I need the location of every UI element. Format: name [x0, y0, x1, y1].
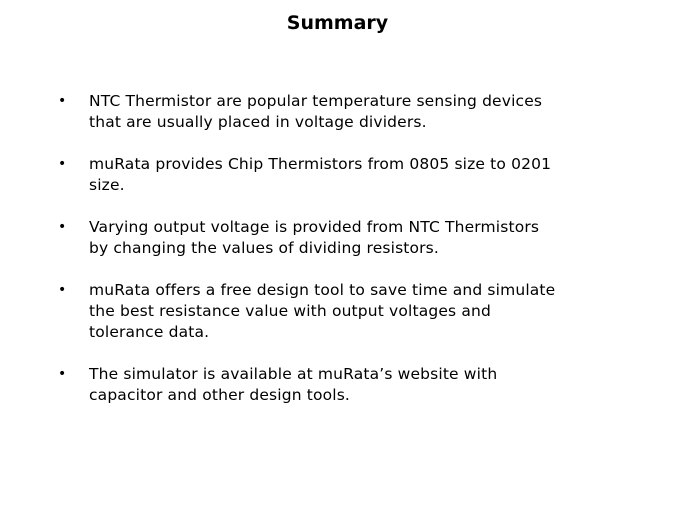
- bullet-line: NTC Thermistor are popular temperature sensing devices: [89, 92, 543, 110]
- bullet-icon: •: [58, 156, 67, 172]
- list-item: [0, 364, 675, 406]
- bullet-line: The simulator is available at muRata’s website with: [89, 365, 498, 383]
- bullet-line: that are usually placed in voltage dividers.: [89, 113, 427, 131]
- list-item: [0, 91, 675, 133]
- bullet-line: by changing the values of dividing resistors.: [89, 239, 439, 257]
- bullet-line: the best resistance value with output voltages and: [89, 302, 491, 320]
- bullet-icon: •: [58, 282, 67, 298]
- list-item: [0, 217, 675, 259]
- bullet-text: [89, 217, 619, 259]
- bullet-icon: •: [58, 366, 67, 382]
- bullet-line: size.: [89, 176, 125, 194]
- bullet-text: [89, 280, 619, 343]
- bullet-line: muRata offers a free design tool to save time and simulate: [89, 281, 556, 299]
- bullet-line: capacitor and other design tools.: [89, 386, 351, 404]
- slide-title: Summary: [286, 12, 389, 34]
- bullet-icon: •: [58, 219, 67, 235]
- bullet-list: [0, 91, 675, 427]
- bullet-line: muRata provides Chip Thermistors from 0805 size to 0201: [89, 155, 552, 173]
- bullet-text: [89, 154, 619, 196]
- bullet-line: Varying output voltage is provided from NTC Thermistors: [89, 218, 540, 236]
- list-item: [0, 280, 675, 343]
- list-item: [0, 154, 675, 196]
- bullet-line: tolerance data.: [89, 323, 210, 341]
- bullet-icon: •: [58, 93, 67, 109]
- bullet-text: [89, 364, 619, 406]
- bullet-text: [89, 91, 619, 133]
